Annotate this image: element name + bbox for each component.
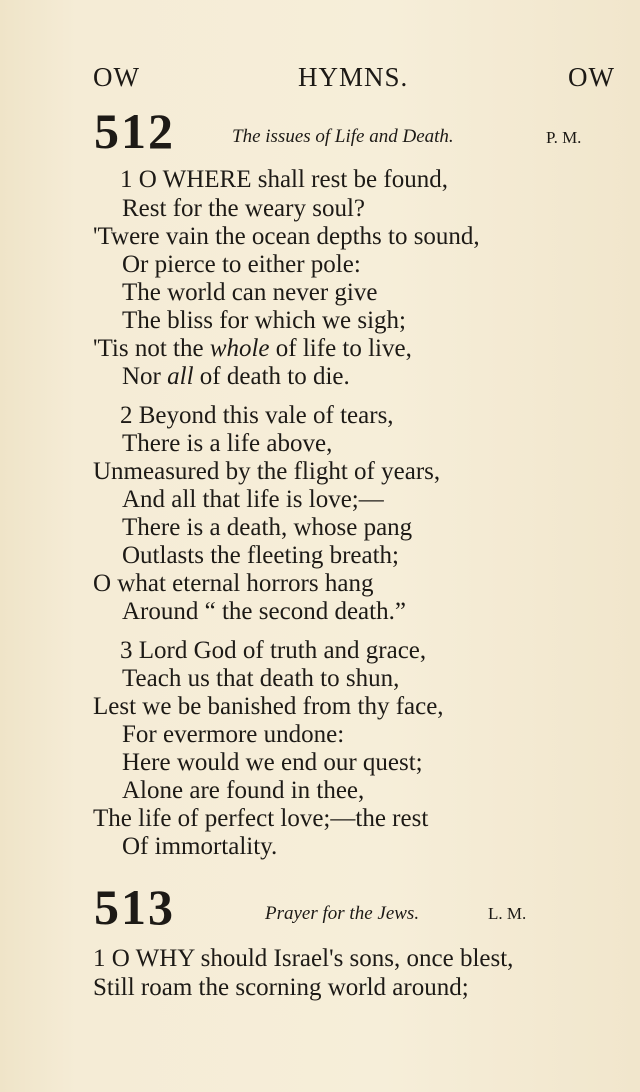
hymn-meter: P. M. <box>546 128 582 147</box>
running-head-title: HYMNS. <box>298 62 409 92</box>
verse-line: O what eternal horrors hang <box>93 570 374 597</box>
hymn-title: The issues of Life and Death. <box>232 126 454 147</box>
verse-line: For evermore undone: <box>122 721 345 748</box>
verse-line: Lest we be banished from thy face, <box>93 693 444 720</box>
verse-line: Of immortality. <box>122 833 278 860</box>
running-head-left: OW <box>93 62 140 92</box>
verse-line: Around “ the second death.” <box>122 598 406 625</box>
running-head <box>0 62 640 102</box>
verse-line: 1 O WHERE shall rest be found, <box>120 166 448 193</box>
verse-line: 'Twere vain the ocean depths to sound, <box>93 223 480 250</box>
hymn-number: 512 <box>94 103 175 159</box>
verse-line: 'Tis not the whole of life to live, <box>93 335 412 362</box>
verse-line: Here would we end our quest; <box>122 749 423 776</box>
verse-line: Rest for the weary soul? <box>122 195 365 222</box>
hymn-512-heading <box>0 103 640 166</box>
hymn-meter: L. M. <box>488 904 527 923</box>
emphasis-whole: whole <box>209 335 270 362</box>
hymn-title: Prayer for the Jews. <box>265 903 420 924</box>
verse-line: Or pierce to either pole: <box>122 251 361 278</box>
verse-line: There is a death, whose pang <box>122 514 413 541</box>
running-head-right: OW <box>568 62 615 92</box>
verse-line: 3 Lord God of truth and grace, <box>120 637 427 664</box>
verse-line: And all that life is love;— <box>122 486 384 513</box>
hymn-513-heading <box>0 879 640 942</box>
verse-line: The world can never give <box>122 279 378 306</box>
emphasis-all: all <box>167 363 194 390</box>
verse-line: Alone are found in thee, <box>122 777 365 804</box>
verse-line: Outlasts the fleeting breath; <box>122 542 400 569</box>
verse-line: Teach us that death to shun, <box>122 665 400 692</box>
verse-line: Unmeasured by the flight of years, <box>93 458 441 485</box>
verse-line: Nor all of death to die. <box>122 363 350 390</box>
verse-line: There is a life above, <box>122 430 333 457</box>
hymn-number: 513 <box>94 879 175 935</box>
verse-line: The bliss for which we sigh; <box>122 307 406 334</box>
verse-line: The life of perfect love;—the rest <box>93 805 429 832</box>
verse-line: 1 O WHY should Israel's sons, once blest, <box>93 945 514 972</box>
verse-line: Still roam the scorning world around; <box>93 974 469 1001</box>
verse-line: 2 Beyond this vale of tears, <box>120 402 394 429</box>
